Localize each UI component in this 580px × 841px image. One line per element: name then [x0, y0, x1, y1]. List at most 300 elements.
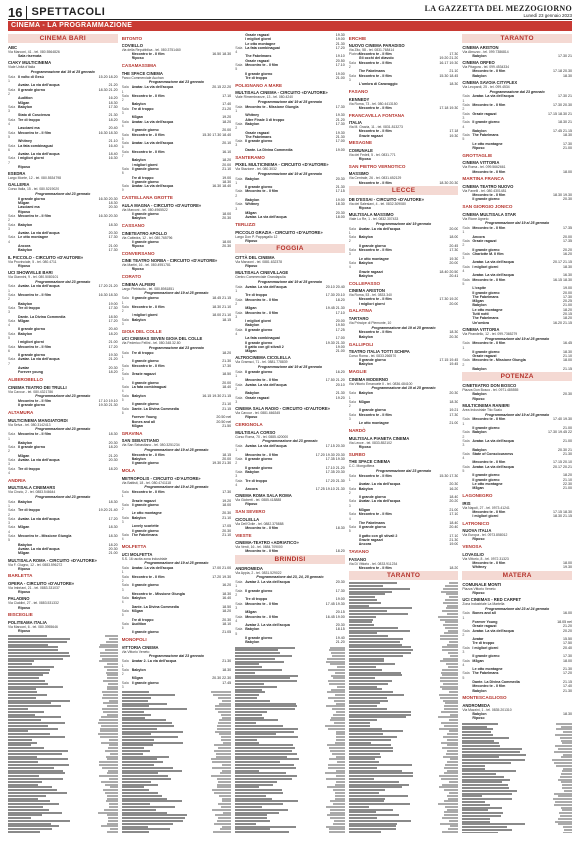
screening-row — [349, 391, 459, 400]
cinema-address: Via Leopardi, 25 - tel. 099.4534 — [462, 85, 510, 90]
film-title: Il grande giorno — [18, 327, 46, 332]
cinema-address: Via Provinciale, 5 - tel. 080.4711 — [8, 259, 57, 264]
film-title: Il grande giorno — [245, 340, 273, 345]
screen-label: Sala 3 — [348, 499, 356, 508]
town-name: LAGONEGRO — [462, 493, 493, 498]
cinema-name: COMUNALE MONTI — [462, 581, 502, 587]
screening-row — [235, 105, 345, 114]
screen-label: Sala 1 — [462, 341, 470, 350]
filler-line — [122, 795, 232, 797]
filler-line — [235, 767, 345, 769]
cinema-address: Via Pitagora - tel. 099.4534334 — [462, 65, 510, 70]
filler-line — [8, 733, 118, 735]
filler-line — [349, 784, 459, 786]
filler-line — [349, 705, 459, 707]
screen-label: Sala 2 — [8, 445, 16, 454]
film-title: Mecontro te - Il film — [131, 93, 165, 98]
screen-label — [8, 567, 18, 571]
film-title: Mecontro te - Il film — [245, 525, 279, 530]
showtimes: 21.30 — [108, 113, 118, 118]
filler-line — [349, 652, 459, 654]
film-title: Grazie ragazzi — [245, 130, 270, 135]
town-name: SAN GIORGIO JONICO — [462, 204, 513, 210]
showtimes: 18.15 — [222, 317, 232, 322]
showtimes: 19.20 21.20 — [439, 56, 459, 61]
filler-line — [122, 697, 232, 699]
showtimes: 18.20 — [562, 473, 572, 478]
screening-row — [122, 94, 232, 103]
film-title: I migliori giorni — [18, 340, 44, 345]
filler-line — [462, 807, 572, 809]
screening-row — [122, 318, 232, 327]
listing-filler — [122, 691, 232, 833]
cinema-name: METROPOLIS - CIRCUITO «D'AUTORE» — [121, 475, 201, 481]
screen-label — [462, 537, 472, 541]
filler-line — [235, 795, 345, 797]
showtimes: 17.30 20.10 — [325, 293, 345, 298]
programming-period: Programmazione dal 23 gennaio — [148, 654, 204, 659]
cinema-name: FASANO — [348, 556, 367, 562]
cinema-address: Piazza Don Bosco - tel. 0971.485555 — [462, 388, 519, 393]
showtimes: 21.00 — [335, 75, 345, 80]
screen-label: Sala 4 — [8, 117, 16, 127]
screening-row — [122, 167, 232, 176]
cinema-address: Parco Commerciale Auchan — [121, 75, 164, 80]
cinema-name: CINETEATRO DON BOSCO — [462, 383, 517, 389]
cinema-address: Via Europa - tel. 0973.858012 — [462, 533, 508, 538]
showtimes: 20.30 — [562, 197, 572, 202]
cinema-name: CINEMA MULTISALA STAR — [462, 211, 516, 217]
screening-row — [462, 716, 572, 720]
screen-label: Sala 3 — [8, 458, 16, 467]
screening-row — [349, 499, 459, 508]
film-title: Le otto montagne — [472, 141, 503, 146]
screen-label: Sala 4 — [8, 235, 16, 244]
screening-row — [462, 452, 572, 461]
cinema-name: TARTARO — [348, 316, 369, 322]
filler-line — [349, 655, 459, 657]
film-title: Grazie ragazzi — [245, 58, 270, 63]
showtimes: 18.20 — [108, 331, 118, 336]
cinema-name: ANDROMEDA — [235, 565, 263, 571]
screening-row — [122, 385, 232, 394]
filler-line — [235, 792, 345, 794]
cinema-address: Via Principe di Piemonte, 10 — [348, 321, 392, 326]
film-title: Mecontro te - Il film — [358, 512, 392, 517]
programming-period: Programmazione dal 19 al 25 gennaio — [30, 69, 95, 74]
cinema-name: ESEDRA — [8, 171, 26, 177]
showtimes: 20.30 — [108, 458, 118, 463]
showtimes: 21.20 — [108, 357, 118, 362]
film-title: Avatar. La via dell'acqua — [245, 444, 287, 449]
town-name: MONTESCAGLIOSO — [462, 695, 507, 701]
showtimes: 16.40 — [222, 596, 232, 601]
screen-label: Sala 6 — [121, 621, 129, 631]
showtimes: 21.00 — [449, 421, 459, 426]
film-title: Whitney — [245, 202, 260, 207]
filler-line — [235, 826, 345, 828]
filler-line — [349, 702, 459, 704]
showtimes: 18.20 — [108, 466, 118, 471]
showtimes: 20.45 — [449, 243, 459, 248]
screen-label: Sala 1 — [235, 104, 243, 114]
showtimes: 17.18 20.30 — [552, 69, 572, 74]
filler-line — [122, 775, 232, 777]
filler-line — [122, 828, 232, 830]
film-title: Mecontro te - Il film — [131, 363, 165, 368]
screening-row — [349, 61, 459, 70]
showtimes: 20.10 — [222, 141, 232, 146]
town-name: CONVERSANO — [121, 250, 155, 256]
filler-line — [122, 778, 232, 780]
filler-line — [349, 828, 459, 830]
film-title: Babylon — [245, 176, 260, 181]
screen-label: Sala 1 — [121, 489, 129, 499]
film-title: Riposo — [18, 605, 31, 610]
showtimes — [343, 239, 345, 243]
showtimes: 20.15 — [562, 312, 572, 317]
filler-line — [8, 814, 118, 816]
showtimes: 20.30 — [222, 216, 232, 221]
film-title: Mecontro te - Il film — [245, 452, 279, 457]
showtimes: 21.00 — [108, 551, 118, 556]
film-title: Mecontro te - Il film — [131, 452, 165, 457]
film-title: The Fabelmans — [472, 133, 499, 138]
showtimes: 17.30 — [449, 52, 459, 57]
film-title: M3gan — [245, 210, 257, 215]
showtimes: 19.30 — [335, 113, 345, 118]
showtimes: 20.30 — [222, 617, 232, 622]
town-name: SANTERAMO — [235, 154, 265, 160]
filler-line — [349, 817, 459, 819]
cinema-address: Via Verdi, 16 - tel. 0884.709000 — [235, 545, 283, 550]
filler-line — [8, 747, 118, 749]
screening-row — [462, 54, 572, 58]
cinema-address: Via Imbriani, 21 - tel. 0883.331037 — [8, 586, 60, 591]
screening-row — [122, 85, 232, 94]
screen-label: Sala 4 — [462, 264, 470, 274]
cinema-name: MULTISALA CINEVILLAGE — [235, 270, 289, 276]
screen-label: Sala 2 — [121, 502, 129, 512]
film-title: Grazie ragazzi — [472, 238, 497, 243]
screen-label: Sala 1 — [348, 473, 356, 482]
cinema-name: UCI CINEMAS SEVEN GIOIA DEL COLLE — [121, 336, 203, 342]
screen-label: Sala 3 — [462, 111, 470, 120]
cinema-address: Corso Roma - tel. 0833.266570 — [348, 354, 397, 359]
filler-line — [349, 700, 459, 702]
showtimes: 17.00 21.00 — [212, 566, 232, 571]
film-title: Mecontro te - Il film — [472, 193, 506, 197]
screening-row — [235, 444, 345, 453]
screening-row — [462, 112, 572, 121]
screen-label: Sala 2 — [348, 399, 356, 409]
filler-line — [8, 820, 118, 822]
film-title: Riposo — [18, 165, 31, 170]
showtimes: 18.40 — [222, 385, 232, 390]
screen-label: Sala 3 — [348, 412, 356, 422]
film-title: M3gan — [358, 399, 371, 404]
showtimes: 20.00 — [222, 128, 232, 133]
filler-line — [349, 789, 459, 791]
film-title: Babylon — [18, 248, 33, 253]
film-title: Mecontro te - Il film — [358, 180, 392, 185]
filler-line — [462, 762, 572, 764]
filler-line — [349, 814, 459, 816]
film-title: Le otto montagne — [358, 256, 389, 261]
cinema-address: Largo Don P. Pappagallo 12 — [235, 234, 278, 239]
showtimes: 18.30 — [108, 201, 118, 206]
filler-line — [235, 812, 345, 814]
filler-line — [349, 778, 459, 780]
cinema-address: Via Fanelli - tel. 080.4301481 — [462, 188, 507, 193]
showtimes: 20.17 21.15 — [552, 260, 572, 265]
showtimes: 15.50 — [562, 637, 572, 642]
cinema-address: Area Industriale Tito Scalo — [462, 408, 502, 413]
showtimes: 18.30 — [449, 330, 459, 335]
showtimes: 21.00 — [108, 244, 118, 249]
film-title: The Fabelmans — [358, 69, 385, 74]
film-title: Il grande giorno — [358, 525, 386, 530]
screening-row — [122, 364, 232, 373]
screening-row — [122, 141, 232, 150]
filler-line — [235, 719, 345, 721]
screen-label: Sala 2 — [235, 121, 243, 131]
film-title: Mecontro te - Il film — [472, 460, 506, 465]
film-title: Avatar. La via dell'acqua — [18, 357, 60, 362]
film-title: The Fabelmans — [472, 316, 499, 321]
film-title: Avatar. La via dell'acqua — [18, 152, 60, 157]
filler-line — [8, 669, 118, 671]
screening-row — [235, 383, 345, 392]
showtimes: 18.40 — [108, 152, 118, 157]
filler-line — [235, 689, 345, 691]
film-title: Avatar — [18, 366, 30, 371]
showtimes: 18.00 — [562, 358, 572, 363]
screen-label — [8, 264, 18, 268]
screening-row — [8, 567, 118, 571]
film-title: Mecontro te - Il film — [18, 344, 51, 349]
film-title: Il grande giorno — [472, 426, 500, 431]
cinema-name: CINEMA VITTORIA — [462, 326, 500, 332]
screen-label: Sala 5 — [462, 671, 470, 680]
cinema-address: Via Centrale, 26 - tel. 0831.652129 — [348, 176, 402, 181]
showtimes: 17.10 — [449, 533, 459, 538]
cinema-address: Via Di Vittorio - tel. 0833.911234 — [348, 561, 398, 566]
film-title: I migliori giorni — [472, 264, 499, 269]
film-title: The Fabelmans — [245, 134, 272, 139]
showtimes: 16.30 20.30 — [98, 213, 118, 218]
film-title: Il grande giorno — [131, 402, 159, 407]
filler-line — [462, 787, 572, 789]
screening-row — [235, 239, 345, 243]
filler-line — [462, 823, 572, 825]
filler-line — [349, 677, 459, 679]
film-title: Babylon — [472, 447, 487, 452]
showtimes: 19.40 — [335, 636, 345, 640]
screen-label — [462, 591, 472, 595]
showtimes: 18.30 — [335, 525, 345, 530]
programming-period: Programmazione dal 23 gennaio — [489, 89, 545, 94]
showtimes: 18.50 — [222, 372, 232, 377]
film-title: Dante. La Divina Commedia — [245, 147, 293, 152]
screen-label: Sala 1 — [348, 226, 356, 235]
screen-label — [122, 56, 132, 60]
city-heading: POTENZA — [462, 372, 572, 381]
showtimes: 16.20 21.15 — [552, 320, 572, 325]
screen-label: Sala 3 — [348, 73, 356, 82]
screening-row — [349, 181, 459, 185]
filler-line — [122, 717, 232, 719]
showtimes: 18.30 — [108, 432, 118, 437]
cinema-name: UCI MOLFETTA — [121, 551, 153, 557]
cinema-name: CINEMA ORFEO — [462, 60, 495, 66]
screen-label: Sala 2 — [462, 628, 470, 637]
showtimes: 17.35 19.30 — [325, 457, 345, 462]
filler-line — [235, 666, 345, 668]
showtimes — [456, 445, 458, 449]
filler-line — [349, 694, 459, 696]
film-title: M3gan — [18, 100, 30, 105]
filler-line — [235, 733, 345, 735]
filler-line — [8, 688, 118, 690]
showtimes: 21.20 — [108, 83, 118, 88]
filler-line — [462, 826, 572, 828]
showtimes: 20.30 — [449, 391, 459, 396]
screen-label: Sala 7 — [121, 149, 129, 159]
cinema-address: Via Marconi, 6 - tel. 080.3955646 — [8, 624, 58, 629]
filler-line — [349, 669, 459, 671]
film-title: Il grande giorno — [472, 654, 500, 659]
screen-label: Sala 6 — [121, 141, 129, 150]
filler-line — [349, 781, 459, 783]
cinema-address: Via Giannini, 9 - tel. 080.5080101 — [8, 275, 59, 280]
showtimes: 20.30 — [108, 366, 118, 371]
showtimes: 20.00 — [335, 319, 345, 324]
screening-row — [122, 351, 232, 360]
film-title: Babylon — [18, 104, 33, 109]
screen-label: Sala 5 — [235, 63, 243, 72]
screen-label: Sala 4 — [235, 45, 243, 55]
showtimes: 21.30 — [335, 41, 345, 46]
film-title: I migliori giorni — [18, 156, 44, 161]
cinema-address: Via Selva - tel. 080.3142413 — [8, 422, 51, 427]
cinema-name: CINEMA ARISTON — [348, 288, 385, 294]
screening-row — [235, 139, 345, 148]
filler-line — [235, 747, 345, 749]
showtimes: 19.00 — [562, 286, 572, 291]
film-title: M3gan — [18, 453, 30, 458]
filler-line — [8, 823, 118, 825]
cinema-address: Via dei Salesiani, 4 - tel. 0832.309080 — [348, 201, 406, 206]
showtimes: 20.30 — [335, 623, 345, 628]
filler-line — [462, 773, 572, 775]
filler-line — [349, 825, 459, 827]
showtimes: 18.20 — [108, 370, 118, 375]
screening-row — [349, 525, 459, 534]
cinema-address: Via Gramsci, 71 - tel. 0881.778839 — [235, 360, 288, 365]
filler-line — [122, 722, 232, 724]
film-title: Il grande giorno — [18, 403, 46, 408]
screen-label — [349, 542, 359, 546]
screening-row — [349, 474, 459, 483]
showtimes: 21.30 — [222, 359, 232, 364]
showtimes: 20.30 — [222, 243, 232, 248]
showtimes: 17.45 19.30 — [325, 601, 345, 606]
screening-row — [462, 265, 572, 274]
film-title: Avatar. La via dell'acqua — [131, 566, 174, 571]
section-banner: CINEMA - LA PROGRAMMAZIONE — [8, 21, 572, 31]
filler-line — [122, 705, 232, 707]
film-title: Mecontro te - Missione Giungla — [245, 104, 299, 109]
screening-row — [122, 596, 232, 605]
screen-label: Sala 3 — [235, 395, 243, 404]
filler-line — [235, 800, 345, 802]
screening-row — [122, 533, 232, 542]
film-title: Dante. La Divina Commedia — [131, 406, 179, 411]
screen-label — [349, 302, 359, 306]
screen-label: Sala 2 — [235, 382, 243, 392]
filler-line — [235, 781, 345, 783]
screening-row — [349, 157, 459, 161]
screen-label: Sala 5 — [8, 331, 16, 340]
filler-line — [8, 666, 118, 668]
film-title: Riposo — [18, 263, 31, 268]
showtimes: 16.20 — [108, 96, 118, 101]
filler-line — [462, 754, 572, 756]
showtimes: 17.30 19.20 — [439, 297, 459, 302]
filler-line — [235, 672, 345, 674]
showtimes: 19.50 — [335, 323, 345, 328]
filler-line — [235, 756, 345, 758]
screening-row — [349, 82, 459, 86]
cinema-name: COVIELLO — [121, 43, 143, 49]
showtimes: 20.50 nel — [216, 419, 232, 424]
showtimes — [570, 397, 572, 401]
screen-label — [462, 367, 472, 371]
filler-line — [8, 697, 118, 699]
film-title: Il grande giorno — [245, 457, 273, 462]
cinema-address: Via San Sebastiano - tel. 080.3251234 — [121, 443, 180, 448]
film-title: Tre di troppo — [131, 617, 154, 622]
screen-label: Sala 2 — [235, 457, 243, 466]
town-name: GALLIPOLI — [348, 341, 374, 347]
filler-line — [462, 781, 572, 783]
showtimes: 17.20 — [108, 516, 118, 521]
screen-label: Sala 3 — [235, 469, 243, 479]
showtimes: 17.10 — [449, 512, 459, 517]
cinema-name: MULTISALA CINEMA - CIRCUITO «D'AUTORE» — [235, 90, 328, 96]
town-name: BISCEGLIE — [8, 612, 33, 618]
showtimes: 17.20 19.30 — [212, 574, 232, 579]
screening-row — [8, 75, 118, 84]
showtimes: 18.40 20.50 — [439, 269, 459, 274]
showtimes: 16.20 — [449, 486, 459, 491]
film-title: Babylon — [245, 640, 260, 645]
showtimes: 20.40 — [449, 525, 459, 530]
screening-row — [122, 659, 232, 668]
screening-row — [122, 503, 232, 512]
filler-line — [8, 652, 118, 654]
cinema-name: MULTICINEMA MANGIATORDI — [8, 417, 68, 423]
showtimes: 17.10 19.10 — [98, 399, 118, 404]
screening-row — [462, 133, 572, 142]
filler-line — [462, 776, 572, 778]
town-name: CASAMASSIMA — [121, 63, 157, 69]
filler-line — [235, 758, 345, 760]
programming-period: Programmazione dal 23 al 24 gennaio — [485, 606, 550, 611]
showtimes: 18.40 — [449, 495, 459, 500]
showtimes: 19.00 — [222, 175, 232, 180]
